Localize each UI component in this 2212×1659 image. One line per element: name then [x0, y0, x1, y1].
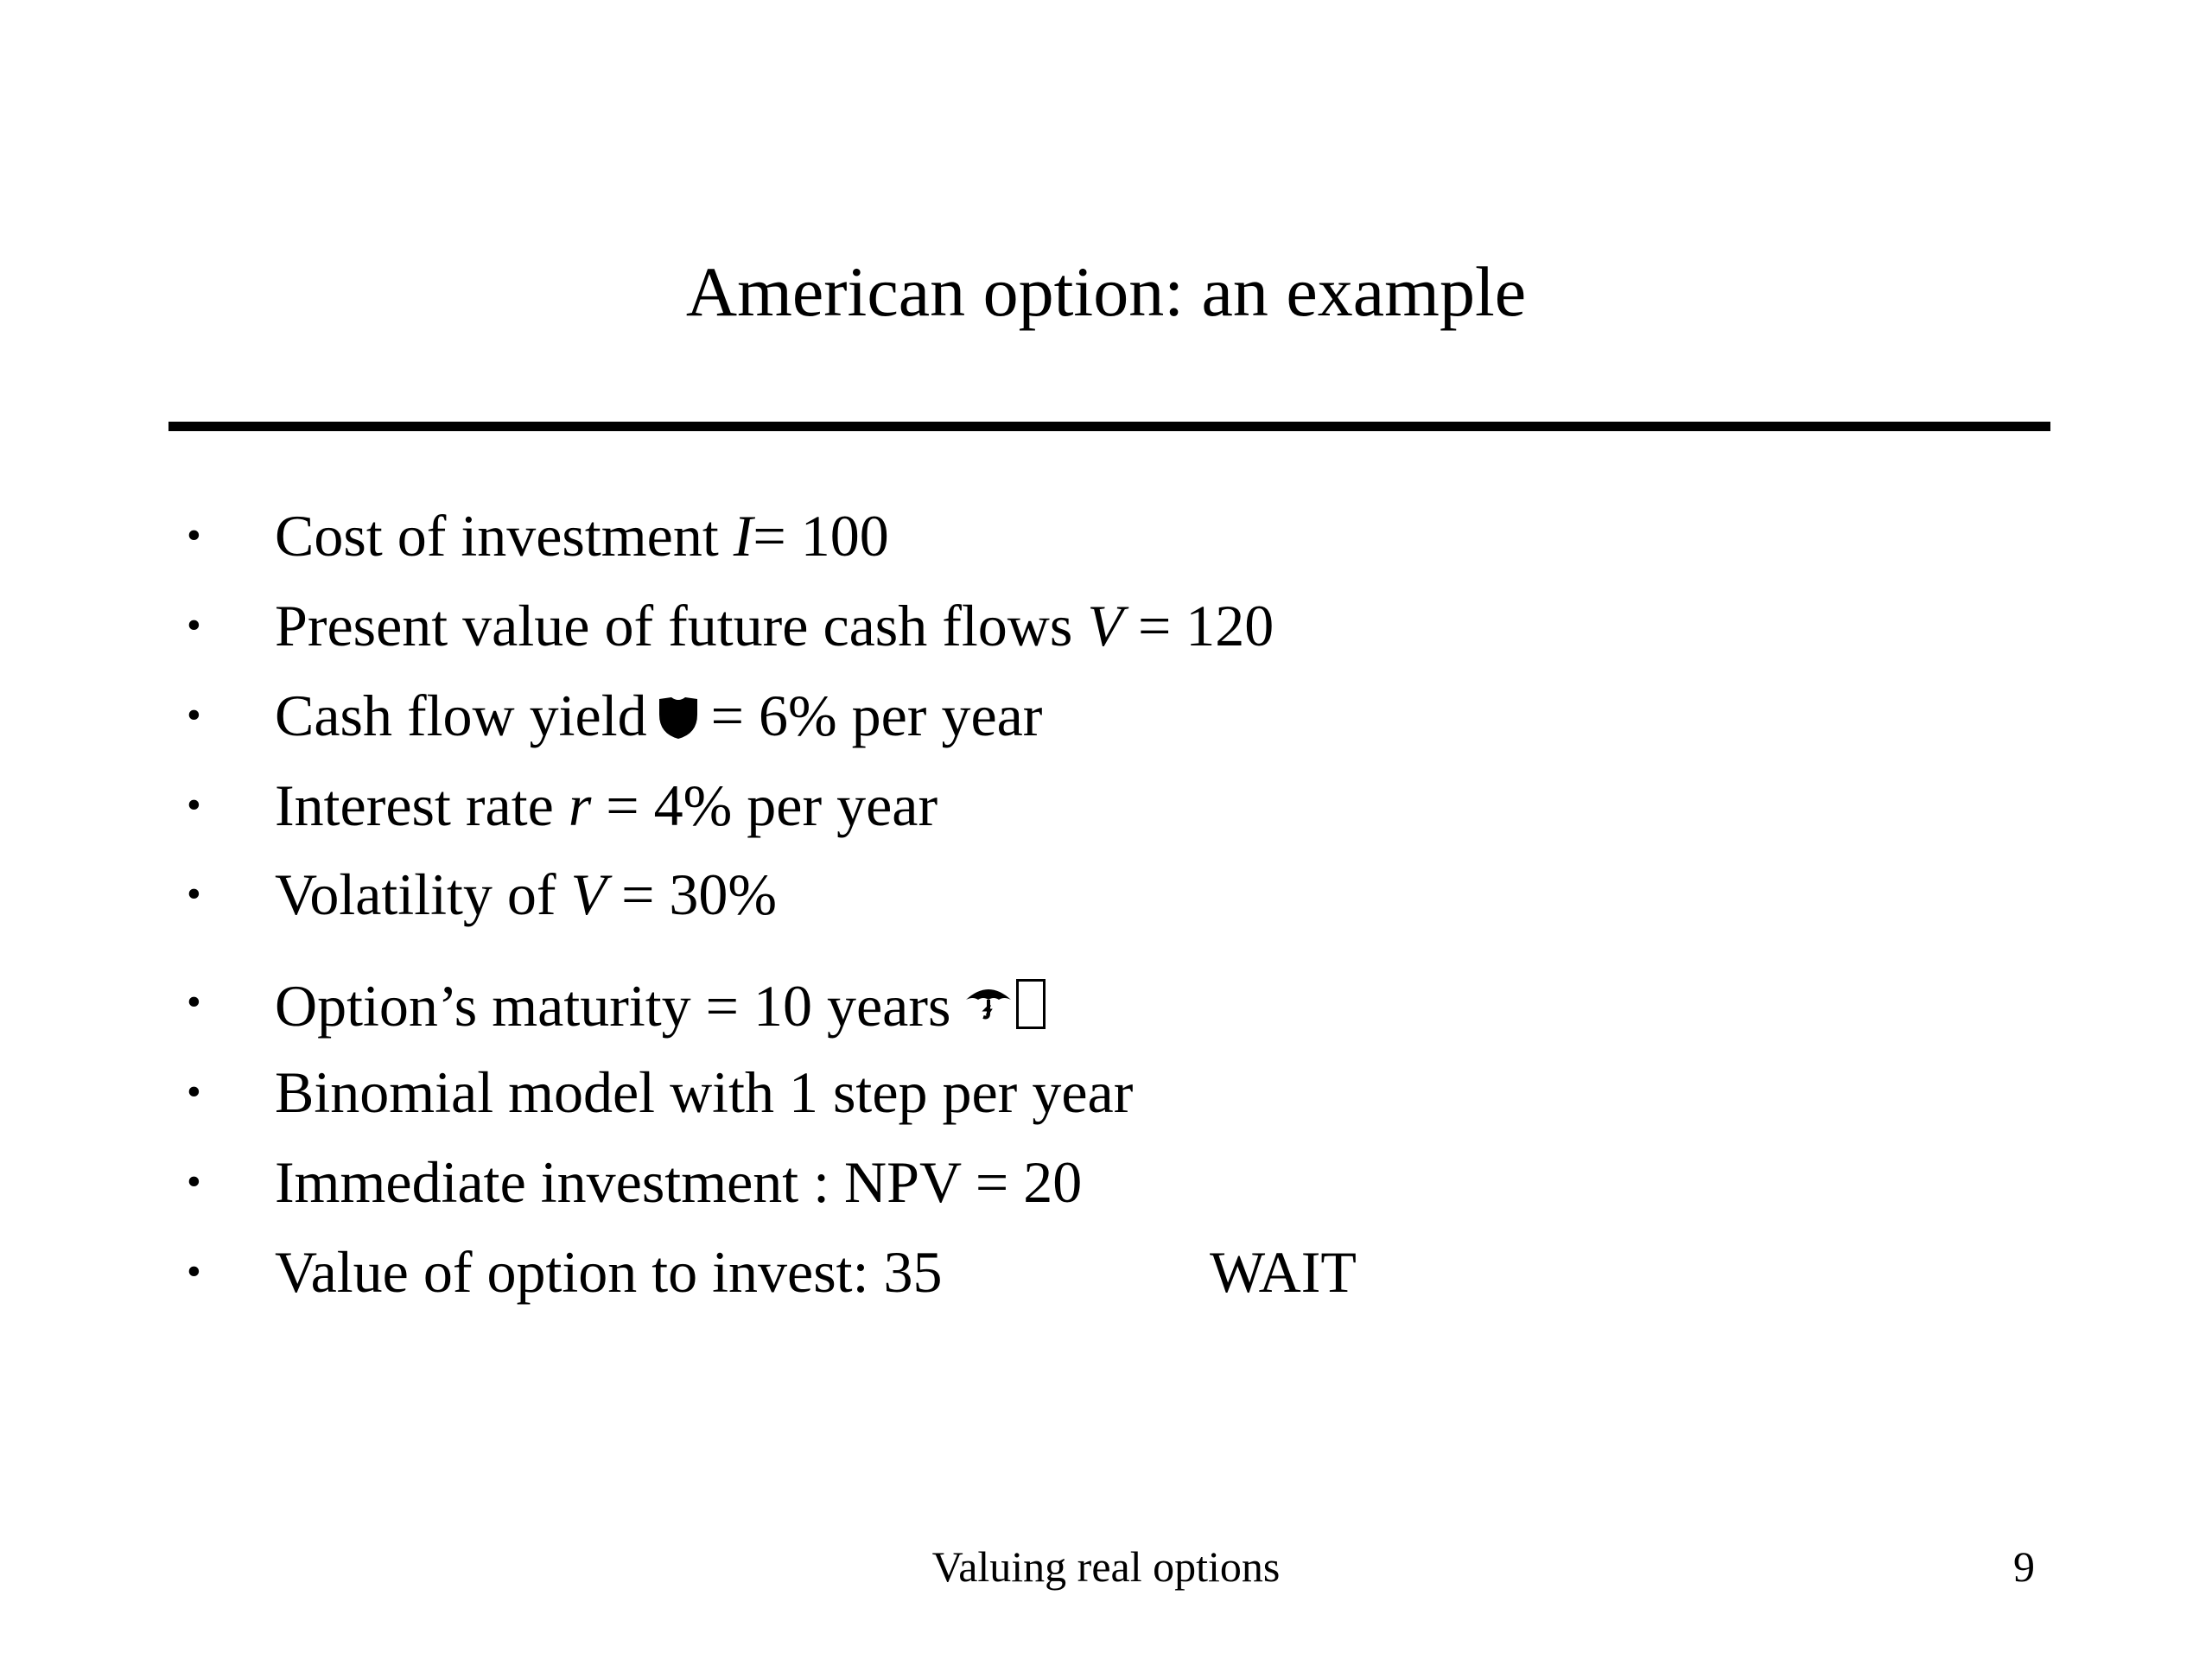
bullet-item-cost-of-investment — [0, 493, 2212, 579]
bullet-dot: • — [187, 782, 201, 828]
bullet-text — [275, 672, 1042, 759]
bullet-text: Binomial model with 1 step per year — [275, 1059, 1134, 1125]
bullet-dot: • — [187, 1249, 201, 1294]
bullet-text — [275, 582, 1274, 669]
bullet-item-cash-flow-yield — [0, 672, 2212, 759]
wait-label: WAIT — [1210, 1239, 1357, 1305]
bullet-item-option-value — [0, 1229, 2212, 1315]
shield-icon — [658, 677, 699, 722]
page-number: 9 — [2013, 1542, 2035, 1591]
slide-title: American option: an example — [685, 252, 1527, 331]
bullet-text-part: Interest rate — [275, 772, 569, 838]
bullet-text-part: Volatility of — [275, 861, 571, 927]
bullet-dot: • — [187, 979, 201, 1025]
bullet-text — [275, 762, 938, 849]
bullet-text: Immediate investment : NPV = 20 — [275, 1149, 1083, 1215]
bullet-dot: • — [187, 1069, 201, 1115]
bullet-text — [275, 493, 889, 579]
variable-r: r — [568, 772, 592, 838]
missing-glyph-box-icon — [1016, 979, 1046, 1029]
bullet-text-part: Option’s maturity = 10 years — [275, 973, 951, 1039]
bullet-item-present-value — [0, 582, 2212, 669]
variable-v: V — [570, 861, 607, 927]
bullet-text-part: = 6% per year — [710, 683, 1043, 748]
bullet-dot: • — [187, 602, 201, 648]
bullet-text — [275, 851, 777, 938]
bullet-item-interest-rate — [0, 762, 2212, 849]
bullet-text-part: = 120 — [1122, 593, 1274, 658]
bullet-text-part: Cost of investment — [275, 503, 734, 569]
bullet-dot: • — [187, 692, 201, 738]
variable-i: I — [733, 503, 753, 569]
bullet-text — [275, 959, 1046, 1049]
bullet-text: Value of option to invest: 35 — [275, 1239, 943, 1305]
bullet-item-immediate-investment — [0, 1139, 2212, 1225]
umbrella-icon — [964, 959, 1013, 997]
variable-v: V — [1087, 593, 1123, 658]
bullet-text-part: = 4% per year — [591, 772, 938, 838]
bullet-dot: • — [187, 871, 201, 917]
bullet-text-part: = 30% — [607, 861, 778, 927]
bullet-item-option-maturity — [0, 959, 2212, 1046]
footer-title: Valuing real options — [931, 1542, 1281, 1591]
bullet-dot: • — [187, 512, 201, 558]
bullet-text-part: Cash flow yield — [275, 683, 647, 748]
bullet-dot: • — [187, 1159, 201, 1205]
bullet-text-part: = 100 — [753, 503, 889, 569]
bullet-item-volatility — [0, 851, 2212, 938]
bullet-text-part: Present value of future cash flows — [275, 593, 1088, 658]
bullet-item-binomial-model — [0, 1049, 2212, 1135]
